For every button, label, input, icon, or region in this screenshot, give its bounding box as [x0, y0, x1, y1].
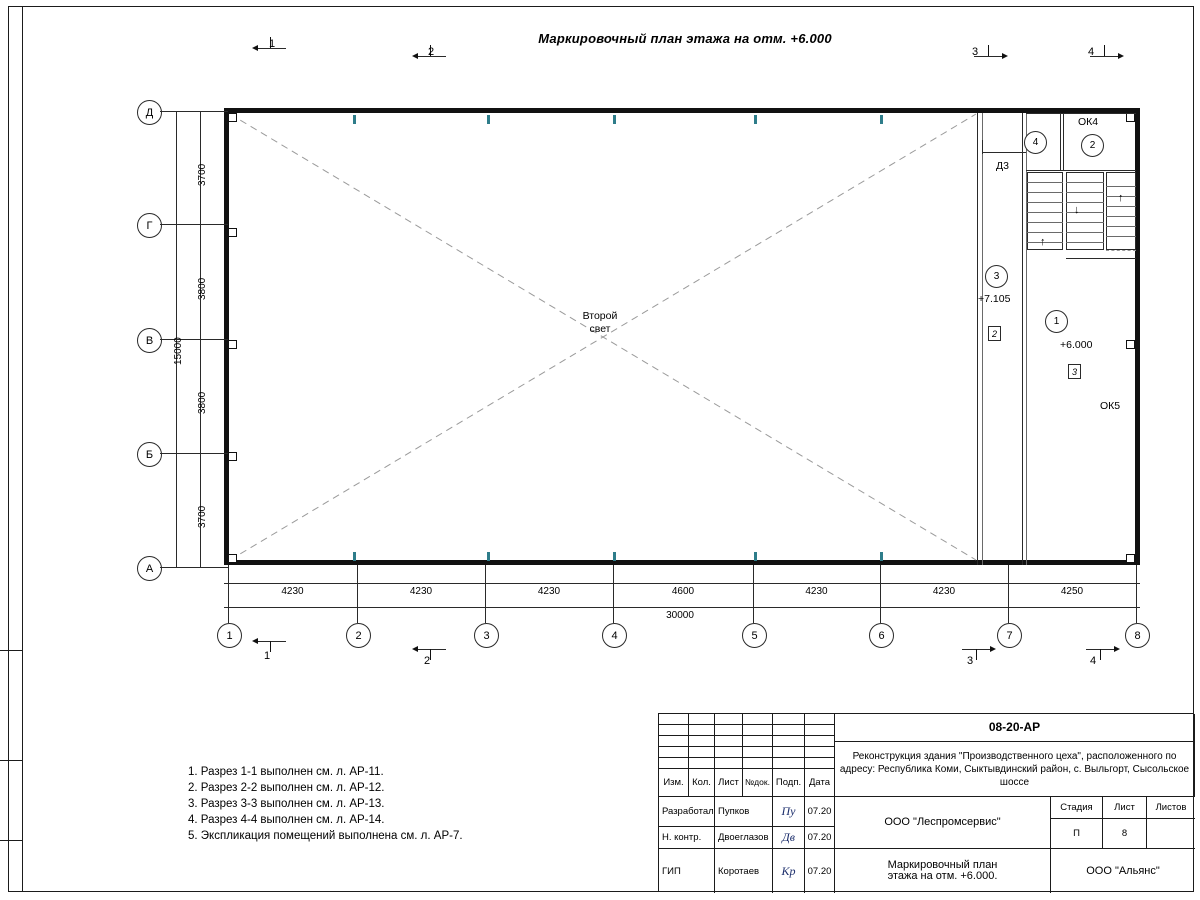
stamp-code: 08-20-АР	[835, 714, 1195, 742]
stamp-name-2: Двоеглазов	[715, 827, 773, 849]
stamp-grid-r5c2	[689, 758, 715, 769]
cut-mark-bottom-4	[1086, 649, 1120, 651]
tread-l-4	[1027, 212, 1063, 213]
axis-bubble-6: 6	[869, 623, 894, 648]
stamp-sheet-title-line2: этажа на отм. +6.000.	[887, 870, 998, 882]
stamp-grid-r2c2	[689, 725, 715, 736]
partition-hall-inner	[982, 113, 983, 565]
dim-h-6-7: 4230	[932, 586, 956, 597]
tread-f-5	[1106, 226, 1136, 227]
door-jamb	[982, 140, 983, 154]
title-block	[658, 713, 1194, 892]
axis-bubble-8: 8	[1125, 623, 1150, 648]
elevation-room: +6.000	[1060, 339, 1093, 351]
stair-flight-far	[1106, 172, 1136, 250]
stamp-grid-r2c6	[805, 725, 835, 736]
stair-arrow-up-left: ↑	[1040, 236, 1046, 248]
dim-chain-h-outer	[224, 607, 1140, 608]
stamp-list-header: Лист	[1103, 797, 1147, 819]
page-title: Маркировочный план этажа на отм. +6.000	[538, 31, 832, 46]
mullion-top-5	[880, 115, 883, 124]
stamp-col-kol: Кол.	[689, 769, 715, 797]
mullion-bottom-5	[880, 552, 883, 561]
room-number-bubble: 1	[1045, 310, 1068, 333]
dim-v-tick-d	[196, 111, 204, 112]
stamp-date-2: 07.20	[805, 827, 835, 849]
mullion-top-2	[487, 115, 490, 124]
note-item-2: 2. Разрез 2-2 выполнен см. л. АР-12.	[188, 782, 385, 794]
note-item-3: 3. Разрез 3-3 выполнен см. л. АР-13.	[188, 798, 385, 810]
stamp-signature-3: Кр	[773, 849, 805, 893]
stair-div-1	[1060, 113, 1061, 170]
column-b1	[228, 452, 237, 461]
dim-h-5-6: 4230	[805, 586, 828, 597]
void-label-line2: свет	[589, 323, 611, 335]
axis-bubble-1: 1	[217, 623, 242, 648]
cut-label-top-3: 3	[972, 46, 979, 58]
stamp-name-3: Коротаев	[715, 849, 773, 893]
node-bubble-4: 4	[1024, 131, 1047, 154]
axis-line-d	[160, 111, 228, 112]
note-item-1: 1. Разрез 1-1 выполнен см. л. АР-11.	[188, 766, 384, 778]
stamp-grid-r3c4	[743, 736, 773, 747]
dim-chain-h-inner	[224, 583, 1140, 584]
stamp-col-list: Лист	[715, 769, 743, 797]
stamp-grid-r2c5	[773, 725, 805, 736]
column-g1	[228, 228, 237, 237]
axis-line-a	[160, 567, 228, 568]
stair-div-1b	[1063, 113, 1064, 170]
stamp-stage-header: Стадия	[1051, 797, 1103, 819]
stamp-object: Реконструкция здания "Производственного цеха", расположенного по адресу: Республика Коми, Сыктывдинский район, с. Выльгорт, Сысольское шоссе	[835, 742, 1195, 797]
stamp-role-2: Н. контр.	[659, 827, 715, 849]
stamp-grid-r3c5	[773, 736, 805, 747]
axis-line-v	[160, 339, 228, 340]
partition-corridor	[1022, 113, 1023, 565]
axis-bubble-3: 3	[474, 623, 499, 648]
column-v8	[1126, 340, 1135, 349]
axis-line-g	[160, 224, 228, 225]
stamp-grid-r2c3	[715, 725, 743, 736]
axis-line-8	[1136, 565, 1137, 623]
stamp-date-1: 07.20	[805, 797, 835, 827]
stamp-grid-r1c4	[743, 714, 773, 725]
tread-r-2	[1066, 192, 1104, 193]
dim-v-tick-g	[196, 224, 204, 225]
tread-r-5	[1066, 222, 1104, 223]
stamp-sheet-title-line1: Маркировочный план	[887, 859, 998, 871]
cut-label-bottom-2: 2	[424, 655, 431, 667]
stamp-grid-r2c1	[659, 725, 689, 736]
axis-bubble-g: Г	[137, 213, 162, 238]
tread-r-1	[1066, 182, 1104, 183]
stamp-name-1: Пупков	[715, 797, 773, 827]
stair-landing-line	[1026, 170, 1136, 171]
stamp-stage-value: П	[1051, 819, 1103, 849]
stair-flight-right	[1066, 172, 1104, 250]
dim-v-total: 15000	[173, 337, 184, 365]
stamp-grid-r4c5	[773, 747, 805, 758]
mullion-top-4	[754, 115, 757, 124]
column-a1-bottom	[228, 554, 237, 563]
cut-mark-top-3	[974, 56, 1008, 58]
stamp-col-data: Дата	[805, 769, 835, 797]
column-a1	[228, 113, 237, 122]
stamp-grid-r5c1	[659, 758, 689, 769]
mullion-bottom-4	[754, 552, 757, 561]
cut-label-top-2: 2	[428, 46, 435, 58]
tread-f-3	[1106, 206, 1136, 207]
column-a8	[1126, 554, 1135, 563]
dim-h-7-8: 4250	[1060, 586, 1084, 597]
cut-mark-bottom-1	[252, 641, 286, 643]
mullion-bottom-3	[613, 552, 616, 561]
column-d8	[1126, 113, 1135, 122]
axis-line-b	[160, 453, 228, 454]
margin-divider-1	[0, 650, 22, 651]
node-bubble-ok4: 2	[1081, 134, 1104, 157]
tread-l-3	[1027, 202, 1063, 203]
void-diagonals	[228, 112, 978, 562]
dim-v-3700-bottom: 3700	[197, 505, 208, 528]
dim-v-tick-v	[196, 339, 204, 340]
axis-bubble-a: А	[137, 556, 162, 581]
stamp-signature-2: Дв	[773, 827, 805, 849]
axis-bubble-v: В	[137, 328, 162, 353]
stamp-grid-r3c6	[805, 736, 835, 747]
stair-top-edge	[1026, 113, 1136, 114]
stamp-col-podp: Подп.	[773, 769, 805, 797]
mullion-top-1	[353, 115, 356, 124]
stamp-grid-r5c4	[743, 758, 773, 769]
stamp-list-value: 8	[1103, 819, 1147, 849]
dim-v-3700-top: 3700	[197, 163, 208, 186]
stamp-role-1: Разработал	[659, 797, 715, 827]
mullion-bottom-2	[487, 552, 490, 561]
stair-arrow-down-right: ↓	[1074, 204, 1080, 216]
dim-v-tick-a	[196, 567, 204, 568]
stamp-grid-r5c5	[773, 758, 805, 769]
cut-mark-bottom-2	[412, 649, 446, 651]
cut-label-bottom-1: 1	[264, 650, 271, 662]
stamp-grid-r5c3	[715, 758, 743, 769]
tread-r-3	[1066, 202, 1104, 203]
stamp-grid-r4c2	[689, 747, 715, 758]
stamp-sheet-title	[835, 849, 1051, 893]
dim-h-1-2: 4230	[281, 586, 304, 597]
stamp-role-3: ГИП	[659, 849, 715, 893]
stamp-signature-1: Пу	[773, 797, 805, 827]
tread-l-1	[1027, 182, 1063, 183]
column-v1	[228, 340, 237, 349]
axis-bubble-7: 7	[997, 623, 1022, 648]
stamp-grid-r4c1	[659, 747, 689, 758]
mullion-bottom-1	[353, 552, 356, 561]
stamp-grid-r1c6	[805, 714, 835, 725]
square-mark-2: 2	[988, 326, 1001, 341]
node-bubble-3: 3	[985, 265, 1008, 288]
stamp-grid-r4c3	[715, 747, 743, 758]
margin-divider-2	[0, 760, 22, 761]
tread-r-4	[1066, 212, 1104, 213]
axis-bubble-d: Д	[137, 100, 162, 125]
mullion-top-3	[613, 115, 616, 124]
cut-label-bottom-3: 3	[967, 655, 974, 667]
tread-r-6	[1066, 232, 1104, 233]
stamp-grid-r1c1	[659, 714, 689, 725]
stamp-grid-r3c1	[659, 736, 689, 747]
dim-v-3800-upper: 3800	[197, 277, 208, 300]
stamp-company-designer: ООО "Леспромсервис"	[835, 797, 1051, 849]
axis-bubble-4: 4	[602, 623, 627, 648]
stamp-grid-r5c6	[805, 758, 835, 769]
stamp-grid-r4c6	[805, 747, 835, 758]
axis-bubble-2: 2	[346, 623, 371, 648]
elevation-stair: +7.105	[978, 293, 1011, 305]
dim-h-total: 30000	[666, 610, 694, 621]
tread-f-4	[1106, 216, 1136, 217]
dim-h-4-5: 4600	[671, 586, 695, 597]
margin-divider-3	[0, 840, 22, 841]
dim-h-3-4: 4230	[537, 586, 561, 597]
note-item-5: 5. Экспликация помещений выполнена см. л. АР-7.	[188, 830, 463, 842]
cut-label-bottom-4: 4	[1090, 655, 1097, 667]
door-d3-label: Д3	[996, 160, 1009, 172]
window-ok4-label: ОК4	[1078, 116, 1099, 128]
tread-l-6	[1027, 232, 1063, 233]
stair-break-line	[1106, 250, 1136, 251]
tread-f-6	[1106, 236, 1136, 237]
note-item-4: 4. Разрез 4-4 выполнен см. л. АР-14.	[188, 814, 385, 826]
cut-mark-top-4	[1090, 56, 1124, 58]
stamp-grid-r3c3	[715, 736, 743, 747]
tread-l-5	[1027, 222, 1063, 223]
tread-l-2	[1027, 192, 1063, 193]
axis-bubble-5: 5	[742, 623, 767, 648]
notes-block	[188, 764, 608, 844]
stamp-grid-r1c2	[689, 714, 715, 725]
stamp-col-izm: Изм.	[659, 769, 689, 797]
stamp-grid-r3c2	[689, 736, 715, 747]
stamp-company-owner: ООО "Альянс"	[1086, 864, 1160, 877]
sheet-left-margin	[22, 6, 23, 892]
stamp-grid-r2c4	[743, 725, 773, 736]
cut-label-top-1: 1	[269, 38, 276, 50]
cut-label-top-4: 4	[1088, 46, 1095, 58]
square-mark-3: 3	[1068, 364, 1081, 379]
stamp-grid-r1c3	[715, 714, 743, 725]
dim-h-2-3: 4230	[409, 586, 433, 597]
cut-mark-bottom-3	[962, 649, 996, 651]
tread-r-7	[1066, 242, 1104, 243]
stair-arrow-up-far: ↑	[1118, 192, 1124, 204]
stamp-lists-header: Листов	[1147, 797, 1195, 819]
stamp-grid-r1c5	[773, 714, 805, 725]
dim-v-3800-lower: 3800	[197, 391, 208, 414]
window-ok5-label: ОК5	[1100, 400, 1121, 412]
stamp-date-3: 07.20	[805, 849, 835, 893]
stamp-grid-r4c4	[743, 747, 773, 758]
stamp-lists-value	[1147, 819, 1195, 849]
dim-v-tick-b	[196, 453, 204, 454]
axis-bubble-b: Б	[137, 442, 162, 467]
stair-bottom-edge	[1066, 258, 1136, 259]
void-label-line1: Второй	[582, 310, 618, 322]
tread-f-1	[1106, 186, 1136, 187]
stamp-col-ndok: №док.	[743, 769, 773, 797]
door-opening-line	[982, 152, 1026, 153]
